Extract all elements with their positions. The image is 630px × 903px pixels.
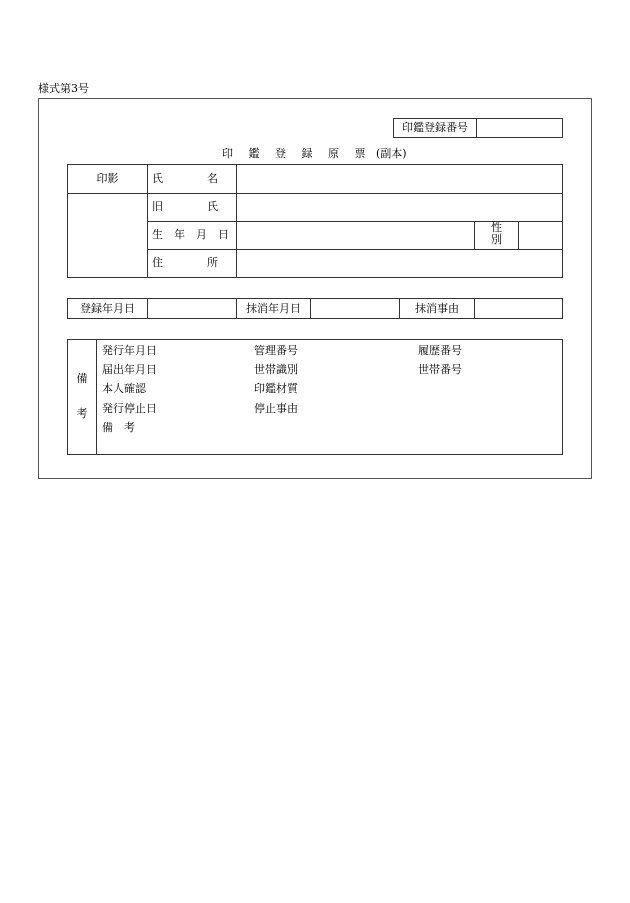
- remarks-notification-date: 届出年月日: [102, 363, 157, 376]
- personal-info-table: [67, 164, 563, 278]
- remarks-household-number: 世帯番号: [418, 363, 462, 376]
- registration-date-field[interactable]: [148, 299, 236, 318]
- gender-field[interactable]: [519, 222, 562, 249]
- form-title: 印 鑑 登 録 原 票: [222, 147, 372, 160]
- remarks-household-id: 世帯識別: [254, 363, 298, 376]
- former-name-label: 旧 氏: [152, 200, 218, 213]
- birth-date-label: 生 年 月 日: [152, 228, 229, 241]
- address-label: 住 所: [152, 256, 218, 269]
- remarks-table: [67, 339, 563, 455]
- remarks-suspension-reason: 停止事由: [254, 402, 298, 415]
- registration-number-box: [393, 118, 563, 138]
- former-name-field[interactable]: [237, 194, 562, 221]
- remarks-issue-date: 発行年月日: [102, 344, 157, 357]
- remarks-identity-check: 本人確認: [102, 382, 146, 395]
- registration-number-label: 印鑑登録番号: [394, 119, 477, 137]
- name-label: 氏 名: [152, 172, 218, 185]
- gender-label: 性別: [491, 221, 502, 246]
- registration-date-label: 登録年月日: [80, 302, 135, 315]
- remarks-history-number: 履歴番号: [418, 344, 462, 357]
- birth-date-field[interactable]: [237, 222, 474, 249]
- remarks-notes: 備 考: [102, 421, 135, 434]
- name-field[interactable]: [237, 165, 562, 193]
- form-number: 様式第3号: [38, 82, 89, 95]
- deletion-date-field[interactable]: [311, 299, 399, 318]
- remarks-suspension-date: 発行停止日: [102, 402, 157, 415]
- copy-label: (副本): [376, 147, 407, 160]
- seal-impression-area[interactable]: [68, 194, 146, 277]
- registration-number-field[interactable]: [477, 119, 562, 137]
- remarks-seal-material: 印鑑材質: [254, 382, 298, 395]
- remarks-side-label-2: 考: [76, 407, 88, 420]
- deletion-reason-field[interactable]: [475, 299, 562, 318]
- deletion-date-label: 抹消年月日: [246, 302, 301, 315]
- registration-table: [67, 298, 563, 319]
- deletion-reason-label: 抹消事由: [415, 302, 459, 315]
- address-field[interactable]: [237, 250, 562, 277]
- remarks-management-number: 管理番号: [254, 344, 298, 357]
- seal-label: 印影: [96, 172, 119, 185]
- remarks-side-label-1: 備: [76, 372, 88, 385]
